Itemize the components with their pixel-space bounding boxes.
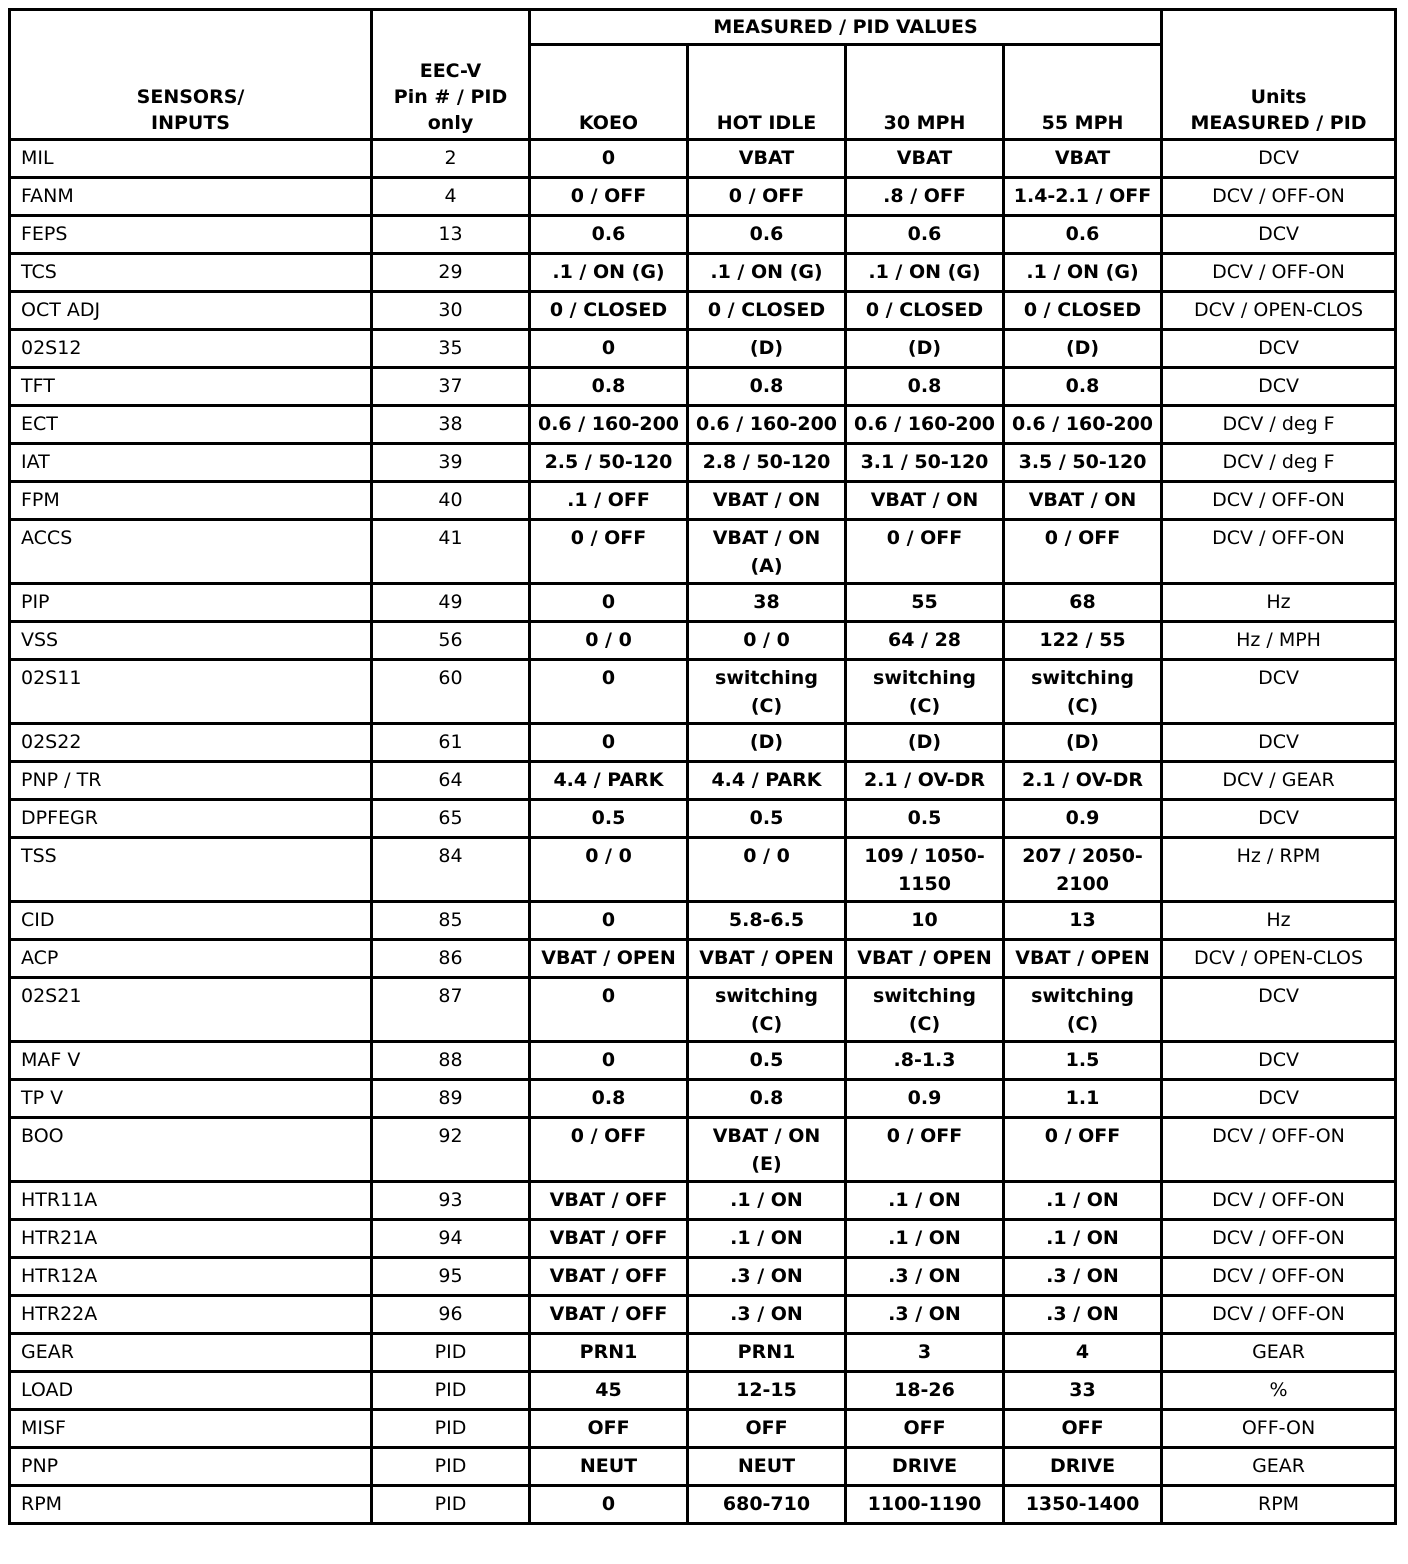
sensor-cell: BOO: [10, 1118, 372, 1182]
table-row: [10, 1080, 1396, 1118]
units-cell: DCV / OFF-ON: [1162, 1182, 1396, 1220]
koeo-cell: 0 / OFF: [530, 178, 688, 216]
koeo-cell: 0 / OFF: [530, 520, 688, 584]
mph55-cell: switching (C): [1004, 978, 1162, 1042]
mph30-cell: 0.8: [846, 368, 1004, 406]
sensor-cell: TSS: [10, 838, 372, 902]
header-measured-group: MEASURED / PID VALUES: [530, 10, 1162, 45]
hot-idle-cell: 0.6 / 160-200: [688, 406, 846, 444]
mph30-cell: (D): [846, 724, 1004, 762]
koeo-cell: 2.5 / 50-120: [530, 444, 688, 482]
pin-cell: 13: [372, 216, 530, 254]
table-row: [10, 1448, 1396, 1486]
pin-cell: 29: [372, 254, 530, 292]
table-row: [10, 178, 1396, 216]
units-cell: DCV: [1162, 660, 1396, 724]
mph30-cell: 109 / 1050- 1150: [846, 838, 1004, 902]
hot-idle-cell: 5.8-6.5: [688, 902, 846, 940]
hot-idle-cell: 680-710: [688, 1486, 846, 1524]
table-row: [10, 1334, 1396, 1372]
mph55-cell: 4: [1004, 1334, 1162, 1372]
koeo-cell: 0: [530, 978, 688, 1042]
koeo-cell: 0: [530, 330, 688, 368]
koeo-cell: 0 / CLOSED: [530, 292, 688, 330]
table-row: [10, 1118, 1396, 1182]
koeo-cell: 0: [530, 660, 688, 724]
mph55-cell: 3.5 / 50-120: [1004, 444, 1162, 482]
sensor-cell: 02S12: [10, 330, 372, 368]
mph30-cell: 0.9: [846, 1080, 1004, 1118]
units-cell: OFF-ON: [1162, 1410, 1396, 1448]
hot-idle-cell: 0.5: [688, 1042, 846, 1080]
sensor-cell: HTR21A: [10, 1220, 372, 1258]
sensor-cell: PNP: [10, 1448, 372, 1486]
units-cell: Hz: [1162, 584, 1396, 622]
table-row: [10, 978, 1396, 1042]
mph30-cell: switching (C): [846, 660, 1004, 724]
pin-cell: 56: [372, 622, 530, 660]
mph55-cell: 0.8: [1004, 368, 1162, 406]
table-row: [10, 254, 1396, 292]
units-cell: DCV / OFF-ON: [1162, 482, 1396, 520]
table-row: [10, 368, 1396, 406]
units-cell: Hz / MPH: [1162, 622, 1396, 660]
table-row: [10, 1372, 1396, 1410]
hot-idle-cell: 0.8: [688, 1080, 846, 1118]
units-cell: Hz: [1162, 902, 1396, 940]
pin-cell: 41: [372, 520, 530, 584]
mph30-cell: 3: [846, 1334, 1004, 1372]
units-cell: DCV / deg F: [1162, 406, 1396, 444]
koeo-cell: 0: [530, 724, 688, 762]
pin-cell: 40: [372, 482, 530, 520]
page: [8, 8, 1397, 1525]
table-row: [10, 724, 1396, 762]
table-row: [10, 622, 1396, 660]
units-cell: DCV: [1162, 724, 1396, 762]
header-hot-idle: HOT IDLE: [688, 45, 846, 140]
units-cell: DCV / OFF-ON: [1162, 1118, 1396, 1182]
hot-idle-cell: .3 / ON: [688, 1258, 846, 1296]
table-row: [10, 140, 1396, 178]
mph30-cell: VBAT / ON: [846, 482, 1004, 520]
header-55-mph: 55 MPH: [1004, 45, 1162, 140]
koeo-cell: .1 / ON (G): [530, 254, 688, 292]
table-row: [10, 584, 1396, 622]
units-cell: DCV: [1162, 1080, 1396, 1118]
table-row: [10, 482, 1396, 520]
sensor-cell: MIL: [10, 140, 372, 178]
pin-cell: 39: [372, 444, 530, 482]
mph55-cell: 0 / OFF: [1004, 1118, 1162, 1182]
sensor-cell: 02S22: [10, 724, 372, 762]
sensor-cell: 02S11: [10, 660, 372, 724]
sensor-cell: ACCS: [10, 520, 372, 584]
hot-idle-cell: 0 / 0: [688, 622, 846, 660]
table-row: [10, 1042, 1396, 1080]
table-header: [10, 10, 1396, 140]
pin-cell: PID: [372, 1334, 530, 1372]
units-cell: GEAR: [1162, 1448, 1396, 1486]
sensor-cell: CID: [10, 902, 372, 940]
koeo-cell: 0 / OFF: [530, 1118, 688, 1182]
sensor-cell: FANM: [10, 178, 372, 216]
mph55-cell: 0.6 / 160-200: [1004, 406, 1162, 444]
pin-cell: 64: [372, 762, 530, 800]
table-row: [10, 940, 1396, 978]
hot-idle-cell: switching (C): [688, 660, 846, 724]
mph55-cell: (D): [1004, 330, 1162, 368]
hot-idle-cell: VBAT / ON (E): [688, 1118, 846, 1182]
header-sensors: SENSORS/ INPUTS: [10, 10, 372, 140]
hot-idle-cell: 38: [688, 584, 846, 622]
header-pin: EEC-V Pin # / PID only: [372, 10, 530, 140]
mph30-cell: 0.5: [846, 800, 1004, 838]
pin-cell: 38: [372, 406, 530, 444]
sensor-cell: TP V: [10, 1080, 372, 1118]
table-row: [10, 1220, 1396, 1258]
table-row: [10, 216, 1396, 254]
units-cell: DCV / OFF-ON: [1162, 254, 1396, 292]
mph55-cell: 1.1: [1004, 1080, 1162, 1118]
units-cell: %: [1162, 1372, 1396, 1410]
units-cell: DCV: [1162, 1042, 1396, 1080]
mph30-cell: 0 / OFF: [846, 1118, 1004, 1182]
table-row: [10, 406, 1396, 444]
pin-cell: 86: [372, 940, 530, 978]
koeo-cell: VBAT / OFF: [530, 1296, 688, 1334]
koeo-cell: 0.6: [530, 216, 688, 254]
mph30-cell: (D): [846, 330, 1004, 368]
units-cell: DCV / OPEN-CLOS: [1162, 292, 1396, 330]
table-row: [10, 800, 1396, 838]
pin-cell: 87: [372, 978, 530, 1042]
pin-cell: 30: [372, 292, 530, 330]
mph55-cell: 1350-1400: [1004, 1486, 1162, 1524]
table-row: [10, 1296, 1396, 1334]
pin-cell: 4: [372, 178, 530, 216]
mph30-cell: 64 / 28: [846, 622, 1004, 660]
mph55-cell: (D): [1004, 724, 1162, 762]
hot-idle-cell: .1 / ON (G): [688, 254, 846, 292]
mph30-cell: 0.6 / 160-200: [846, 406, 1004, 444]
sensor-cell: ECT: [10, 406, 372, 444]
sensor-cell: FEPS: [10, 216, 372, 254]
koeo-cell: 0: [530, 902, 688, 940]
pid-values-table: [8, 8, 1397, 1525]
mph30-cell: 55: [846, 584, 1004, 622]
header-units: Units MEASURED / PID: [1162, 10, 1396, 140]
pin-cell: 92: [372, 1118, 530, 1182]
mph30-cell: DRIVE: [846, 1448, 1004, 1486]
units-cell: DCV: [1162, 800, 1396, 838]
pin-cell: 2: [372, 140, 530, 178]
hot-idle-cell: 2.8 / 50-120: [688, 444, 846, 482]
mph55-cell: VBAT / ON: [1004, 482, 1162, 520]
mph30-cell: .8 / OFF: [846, 178, 1004, 216]
koeo-cell: VBAT / OPEN: [530, 940, 688, 978]
hot-idle-cell: (D): [688, 330, 846, 368]
mph55-cell: 1.4-2.1 / OFF: [1004, 178, 1162, 216]
units-cell: DCV: [1162, 140, 1396, 178]
mph55-cell: VBAT / OPEN: [1004, 940, 1162, 978]
mph55-cell: 68: [1004, 584, 1162, 622]
pin-cell: 84: [372, 838, 530, 902]
units-cell: DCV / GEAR: [1162, 762, 1396, 800]
table-row: [10, 444, 1396, 482]
mph30-cell: VBAT / OPEN: [846, 940, 1004, 978]
pin-cell: 85: [372, 902, 530, 940]
hot-idle-cell: 0.8: [688, 368, 846, 406]
koeo-cell: PRN1: [530, 1334, 688, 1372]
pin-cell: PID: [372, 1410, 530, 1448]
mph30-cell: 18-26: [846, 1372, 1004, 1410]
hot-idle-cell: .3 / ON: [688, 1296, 846, 1334]
mph55-cell: .1 / ON (G): [1004, 254, 1162, 292]
mph30-cell: switching (C): [846, 978, 1004, 1042]
table-row: [10, 520, 1396, 584]
mph30-cell: 1100-1190: [846, 1486, 1004, 1524]
mph55-cell: .3 / ON: [1004, 1296, 1162, 1334]
koeo-cell: 0.5: [530, 800, 688, 838]
koeo-cell: OFF: [530, 1410, 688, 1448]
koeo-cell: VBAT / OFF: [530, 1258, 688, 1296]
hot-idle-cell: 0 / 0: [688, 838, 846, 902]
sensor-cell: MISF: [10, 1410, 372, 1448]
units-cell: DCV / OFF-ON: [1162, 178, 1396, 216]
pin-cell: 37: [372, 368, 530, 406]
units-cell: DCV / OFF-ON: [1162, 1220, 1396, 1258]
table-row: [10, 1486, 1396, 1524]
mph30-cell: 3.1 / 50-120: [846, 444, 1004, 482]
koeo-cell: 0.6 / 160-200: [530, 406, 688, 444]
mph30-cell: 0 / CLOSED: [846, 292, 1004, 330]
mph55-cell: VBAT: [1004, 140, 1162, 178]
hot-idle-cell: 0.6: [688, 216, 846, 254]
sensor-cell: DPFEGR: [10, 800, 372, 838]
koeo-cell: 4.4 / PARK: [530, 762, 688, 800]
units-cell: DCV: [1162, 330, 1396, 368]
pin-cell: 60: [372, 660, 530, 724]
mph55-cell: 0.6: [1004, 216, 1162, 254]
units-cell: DCV / OFF-ON: [1162, 1258, 1396, 1296]
hot-idle-cell: 4.4 / PARK: [688, 762, 846, 800]
units-cell: DCV: [1162, 216, 1396, 254]
table-row: [10, 902, 1396, 940]
koeo-cell: 0.8: [530, 368, 688, 406]
hot-idle-cell: 0 / CLOSED: [688, 292, 846, 330]
mph55-cell: .1 / ON: [1004, 1220, 1162, 1258]
units-cell: Hz / RPM: [1162, 838, 1396, 902]
sensor-cell: TFT: [10, 368, 372, 406]
sensor-cell: 02S21: [10, 978, 372, 1042]
sensor-cell: OCT ADJ: [10, 292, 372, 330]
koeo-cell: NEUT: [530, 1448, 688, 1486]
hot-idle-cell: 0 / OFF: [688, 178, 846, 216]
hot-idle-cell: (D): [688, 724, 846, 762]
hot-idle-cell: VBAT / ON: [688, 482, 846, 520]
units-cell: RPM: [1162, 1486, 1396, 1524]
mph55-cell: 1.5: [1004, 1042, 1162, 1080]
table-row: [10, 1410, 1396, 1448]
mph30-cell: VBAT: [846, 140, 1004, 178]
pin-cell: 93: [372, 1182, 530, 1220]
units-cell: GEAR: [1162, 1334, 1396, 1372]
hot-idle-cell: VBAT / ON (A): [688, 520, 846, 584]
mph55-cell: DRIVE: [1004, 1448, 1162, 1486]
hot-idle-cell: 12-15: [688, 1372, 846, 1410]
koeo-cell: 0: [530, 1042, 688, 1080]
mph55-cell: OFF: [1004, 1410, 1162, 1448]
mph55-cell: .3 / ON: [1004, 1258, 1162, 1296]
koeo-cell: 0.8: [530, 1080, 688, 1118]
pin-cell: 89: [372, 1080, 530, 1118]
table-row: [10, 838, 1396, 902]
mph30-cell: .8-1.3: [846, 1042, 1004, 1080]
table-row: [10, 330, 1396, 368]
mph55-cell: 2.1 / OV-DR: [1004, 762, 1162, 800]
koeo-cell: 0: [530, 140, 688, 178]
mph30-cell: .1 / ON: [846, 1182, 1004, 1220]
sensor-cell: ACP: [10, 940, 372, 978]
table-row: [10, 660, 1396, 724]
mph30-cell: .1 / ON: [846, 1220, 1004, 1258]
hot-idle-cell: switching (C): [688, 978, 846, 1042]
sensor-cell: MAF V: [10, 1042, 372, 1080]
mph55-cell: 0.9: [1004, 800, 1162, 838]
sensor-cell: IAT: [10, 444, 372, 482]
pin-cell: 35: [372, 330, 530, 368]
sensor-cell: FPM: [10, 482, 372, 520]
sensor-cell: TCS: [10, 254, 372, 292]
mph55-cell: switching (C): [1004, 660, 1162, 724]
sensor-cell: VSS: [10, 622, 372, 660]
pin-cell: 94: [372, 1220, 530, 1258]
pin-cell: 61: [372, 724, 530, 762]
koeo-cell: 45: [530, 1372, 688, 1410]
koeo-cell: VBAT / OFF: [530, 1182, 688, 1220]
mph30-cell: 0 / OFF: [846, 520, 1004, 584]
pin-cell: PID: [372, 1486, 530, 1524]
pin-cell: 49: [372, 584, 530, 622]
table-row: [10, 1258, 1396, 1296]
pin-cell: 88: [372, 1042, 530, 1080]
sensor-cell: RPM: [10, 1486, 372, 1524]
hot-idle-cell: .1 / ON: [688, 1182, 846, 1220]
mph55-cell: 207 / 2050- 2100: [1004, 838, 1162, 902]
table-body: [10, 140, 1396, 1524]
hot-idle-cell: NEUT: [688, 1448, 846, 1486]
header-koeo: KOEO: [530, 45, 688, 140]
units-cell: DCV / OFF-ON: [1162, 1296, 1396, 1334]
pin-cell: 96: [372, 1296, 530, 1334]
pin-cell: PID: [372, 1372, 530, 1410]
hot-idle-cell: .1 / ON: [688, 1220, 846, 1258]
units-cell: DCV: [1162, 368, 1396, 406]
sensor-cell: LOAD: [10, 1372, 372, 1410]
mph30-cell: .3 / ON: [846, 1296, 1004, 1334]
pin-cell: PID: [372, 1448, 530, 1486]
units-cell: DCV / deg F: [1162, 444, 1396, 482]
mph55-cell: 0 / CLOSED: [1004, 292, 1162, 330]
hot-idle-cell: VBAT: [688, 140, 846, 178]
table-row: [10, 762, 1396, 800]
koeo-cell: 0 / 0: [530, 622, 688, 660]
sensor-cell: PNP / TR: [10, 762, 372, 800]
mph30-cell: 10: [846, 902, 1004, 940]
mph30-cell: 2.1 / OV-DR: [846, 762, 1004, 800]
koeo-cell: 0: [530, 1486, 688, 1524]
hot-idle-cell: OFF: [688, 1410, 846, 1448]
mph55-cell: .1 / ON: [1004, 1182, 1162, 1220]
koeo-cell: VBAT / OFF: [530, 1220, 688, 1258]
hot-idle-cell: 0.5: [688, 800, 846, 838]
sensor-cell: HTR11A: [10, 1182, 372, 1220]
hot-idle-cell: VBAT / OPEN: [688, 940, 846, 978]
units-cell: DCV / OPEN-CLOS: [1162, 940, 1396, 978]
hot-idle-cell: PRN1: [688, 1334, 846, 1372]
table-row: [10, 1182, 1396, 1220]
mph55-cell: 13: [1004, 902, 1162, 940]
mph55-cell: 0 / OFF: [1004, 520, 1162, 584]
mph30-cell: 0.6: [846, 216, 1004, 254]
pin-cell: 65: [372, 800, 530, 838]
pin-cell: 95: [372, 1258, 530, 1296]
mph55-cell: 122 / 55: [1004, 622, 1162, 660]
koeo-cell: .1 / OFF: [530, 482, 688, 520]
header-30-mph: 30 MPH: [846, 45, 1004, 140]
mph55-cell: 33: [1004, 1372, 1162, 1410]
koeo-cell: 0: [530, 584, 688, 622]
sensor-cell: HTR22A: [10, 1296, 372, 1334]
units-cell: DCV / OFF-ON: [1162, 520, 1396, 584]
table-row: [10, 292, 1396, 330]
mph30-cell: .1 / ON (G): [846, 254, 1004, 292]
sensor-cell: GEAR: [10, 1334, 372, 1372]
mph30-cell: OFF: [846, 1410, 1004, 1448]
sensor-cell: HTR12A: [10, 1258, 372, 1296]
units-cell: DCV: [1162, 978, 1396, 1042]
mph30-cell: .3 / ON: [846, 1258, 1004, 1296]
koeo-cell: 0 / 0: [530, 838, 688, 902]
sensor-cell: PIP: [10, 584, 372, 622]
